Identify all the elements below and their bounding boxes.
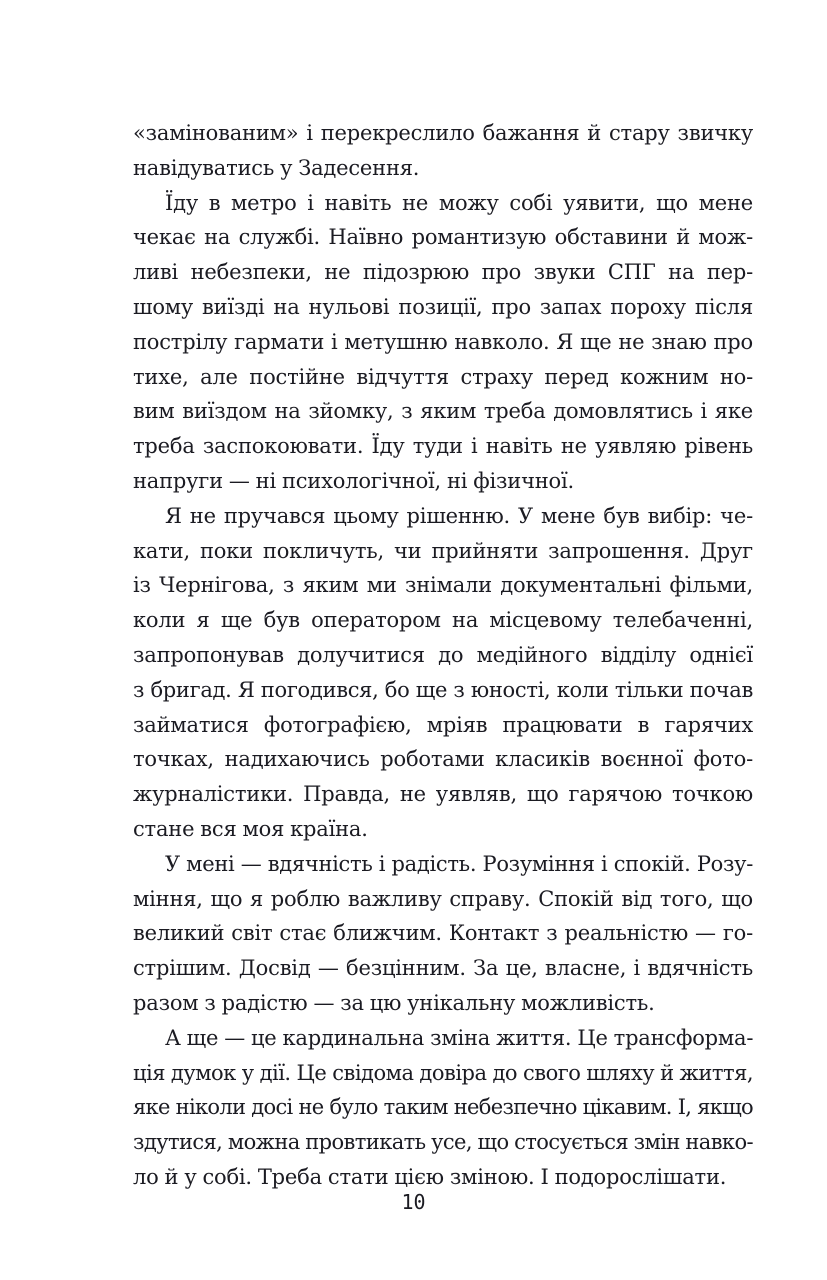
text-line: напруги — ні психологічної, ні фізичної. (133, 468, 574, 493)
text-line: стане вся моя країна. (133, 816, 368, 841)
paragraph-5 (133, 1021, 753, 1195)
text-line: з бригад. Я погодився, бо ще з юності, коли тільки почав (133, 677, 753, 702)
text-line: У мені — вдячність і радість. Розуміння і спокій. Розу- (165, 851, 753, 876)
text-line: яке ніколи досі не було таким небезпечно цікавим. І, якщо (133, 1095, 753, 1120)
text-line: А ще — це кардинальна зміна життя. Це трансформа- (165, 1025, 754, 1050)
text-line: здутися, можна провтикать усе, що стосується змін навко- (133, 1130, 753, 1155)
text-line: пострілу гармати і метушню навколо. Я ще не знаю про (133, 329, 753, 354)
text-line: журналістики. Правда, не уявляв, що гарячою точкою (133, 782, 753, 807)
text-line: тихе, але постійне відчуття страху перед кожним но- (133, 364, 753, 389)
text-line: ливі небезпеки, не підозрюю про звуки СПГ на пер- (133, 260, 753, 285)
paragraph-4 (133, 847, 753, 1021)
text-line: займатися фотографією, мріяв працювати в гарячих (133, 712, 753, 737)
text-line: запропонував долучитися до медійного відділу однієї (133, 642, 753, 667)
text-line: великий світ стає ближчим. Контакт з реальністю — го- (133, 921, 753, 946)
text-line: точках, надихаючись роботами класиків воєнної фото- (133, 747, 753, 772)
text-line: ція думок у дії. Це свідома довіра до свого шляху й життя, (133, 1060, 753, 1085)
paragraph-3 (133, 499, 753, 847)
text-line: шому виїзді на нульові позиції, про запах пороху після (133, 294, 753, 319)
text-line: ло й у собі. Треба стати цією зміною. І подорослішати. (133, 1164, 727, 1189)
text-line: «замінованим» і перекреслило бажання й стару звичку (133, 121, 753, 145)
text-line: міння, що я роблю важливу справу. Спокій від того, що (133, 886, 753, 911)
text-line: Їду в метро і навіть не можу собі уявити, що мене (165, 190, 753, 215)
text-line: разом з радістю — за цю унікальну можливість. (133, 990, 655, 1015)
text-line: чекає на службі. Наївно романтизую обставини й мож- (133, 225, 753, 250)
text-line: вим виїздом на зйомку, з яким треба домовлятись і яке (133, 399, 753, 424)
text-line: із Чернігова, з яким ми знімали документальні фільми, (133, 573, 753, 598)
text-line: треба заспокоювати. Їду туди і навіть не уявляю рівень (133, 434, 753, 459)
body-text (133, 116, 753, 1195)
text-line: навідуватись у Задесення. (133, 155, 420, 180)
text-line: стрішим. Досвід — безцінним. За це, власне, і вдячність (133, 956, 753, 981)
text-line: кати, поки покличуть, чи прийняти запрошення. Друг (133, 538, 753, 563)
paragraph-1 (133, 116, 753, 186)
text-line: Я не пручався цьому рішенню. У мене був вибір: че- (165, 503, 753, 528)
page-number: 10 (401, 1190, 426, 1214)
text-line: коли я ще був оператором на місцевому телебаченні, (133, 608, 753, 633)
paragraph-2 (133, 186, 753, 499)
